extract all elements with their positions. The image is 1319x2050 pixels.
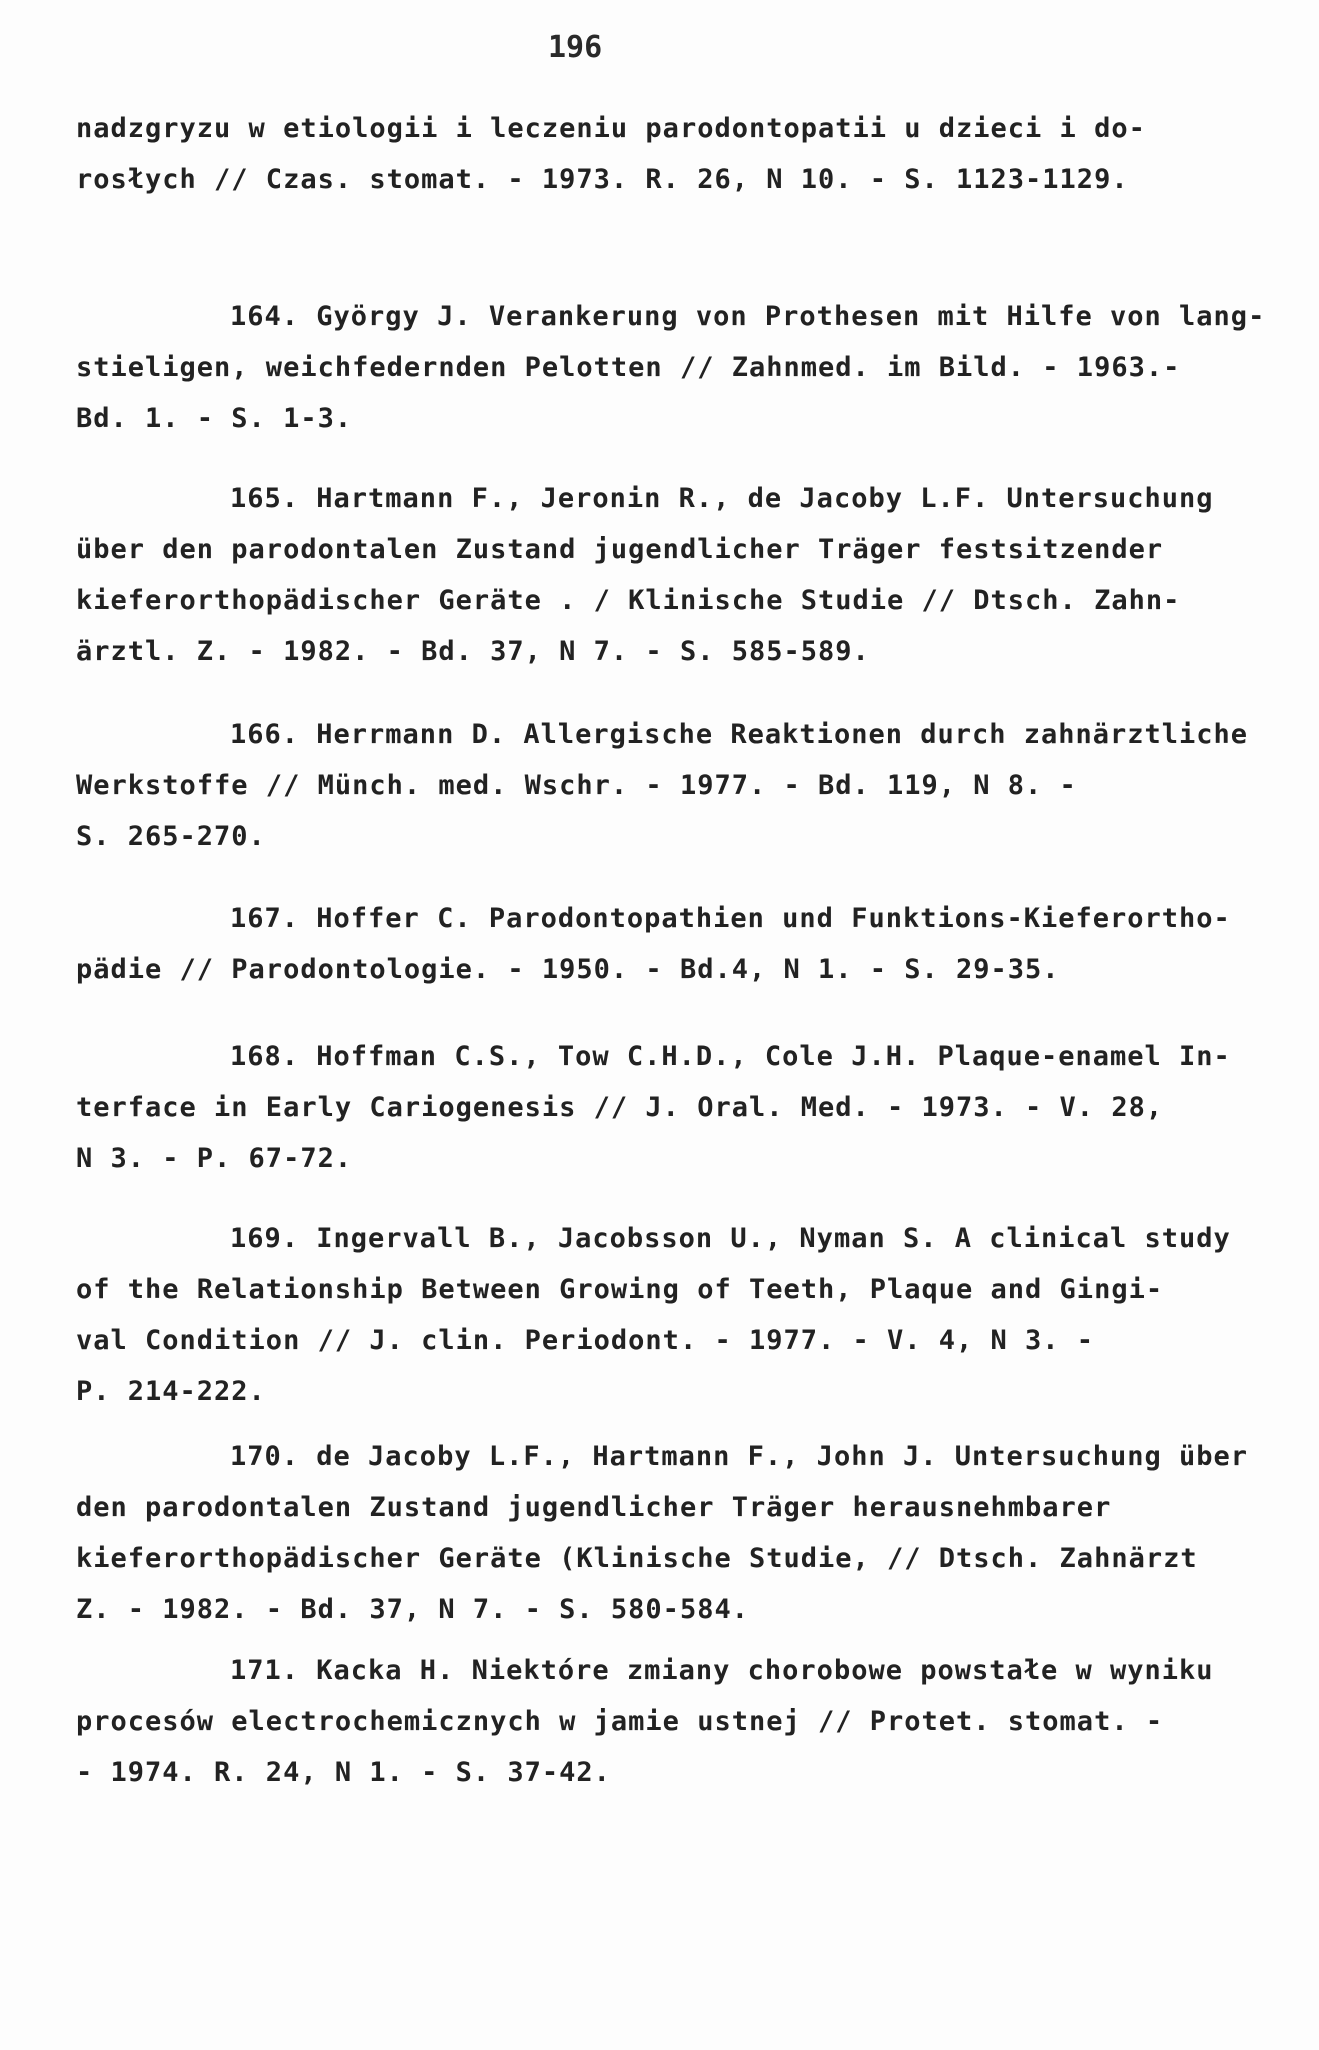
entry-line: - 1974. R. 24, N 1. - S. 37-42. <box>76 1757 611 1788</box>
entry-line: rosłych // Czas. stomat. - 1973. R. 26, N 10. - S. 1123-1129. <box>76 164 1129 195</box>
entry-line: 167. Hoffer C. Parodontopathien und Funktions-Kieferortho- <box>230 903 1231 934</box>
entry-line: Bd. 1. - S. 1-3. <box>76 403 353 434</box>
entry-line: 165. Hartmann F., Jeronin R., de Jacoby L.F. Untersuchung <box>230 483 1214 514</box>
entry-line: S. 265-270. <box>76 821 266 852</box>
entry-line: terface in Early Cariogenesis // J. Oral. Med. - 1973. - V. 28, <box>76 1092 1164 1123</box>
page-number: 196 <box>548 30 603 65</box>
entry-line: über den parodontalen Zustand jugendlicher Träger festsitzender <box>76 534 1164 565</box>
entry-line: ärztl. Z. - 1982. - Bd. 37, N 7. - S. 585-589. <box>76 636 870 667</box>
entry-line: 170. de Jacoby L.F., Hartmann F., John J. Untersuchung über <box>230 1441 1249 1472</box>
entry-line: procesów electrochemicznych w jamie ustnej // Protet. stomat. - <box>76 1706 1164 1737</box>
entry-line: kieferorthopädischer Geräte . / Klinische Studie // Dtsch. Zahn- <box>76 585 1181 616</box>
entry-line: den parodontalen Zustand jugendlicher Träger herausnehmbarer <box>76 1492 1112 1523</box>
entry-line: pädie // Parodontologie. - 1950. - Bd.4, N 1. - S. 29-35. <box>76 954 1060 985</box>
entry-line: kieferorthopädischer Geräte (Klinische Studie, // Dtsch. Zahnärzt <box>76 1543 1198 1574</box>
entry-line: of the Relationship Between Growing of Teeth, Plaque and Gingi- <box>76 1274 1164 1305</box>
entry-line: val Condition // J. clin. Periodont. - 1977. - V. 4, N 3. - <box>76 1325 1095 1356</box>
entry-line: 171. Kacka H. Niektóre zmiany chorobowe powstałe w wyniku <box>230 1655 1214 1686</box>
entry-line: nadzgryzu w etiologii i leczeniu parodontopatii u dzieci i do- <box>76 113 1146 144</box>
entry-line: 166. Herrmann D. Allergische Reaktionen durch zahnärztliche <box>230 719 1249 750</box>
entry-line: stieligen, weichfedernden Pelotten // Zahnmed. im Bild. - 1963.- <box>76 352 1181 383</box>
entry-line: N 3. - P. 67-72. <box>76 1143 353 1174</box>
entry-line: 164. György J. Verankerung von Prothesen mit Hilfe von lang- <box>230 301 1266 332</box>
entry-line: P. 214-222. <box>76 1376 266 1407</box>
entry-line: Z. - 1982. - Bd. 37, N 7. - S. 580-584. <box>76 1594 749 1625</box>
entry-line: 168. Hoffman C.S., Tow C.H.D., Cole J.H. Plaque-enamel In- <box>230 1041 1231 1072</box>
entry-line: Werkstoffe // Münch. med. Wschr. - 1977. - Bd. 119, N 8. - <box>76 770 1077 801</box>
entry-line: 169. Ingervall B., Jacobsson U., Nyman S. A clinical study <box>230 1223 1231 1254</box>
